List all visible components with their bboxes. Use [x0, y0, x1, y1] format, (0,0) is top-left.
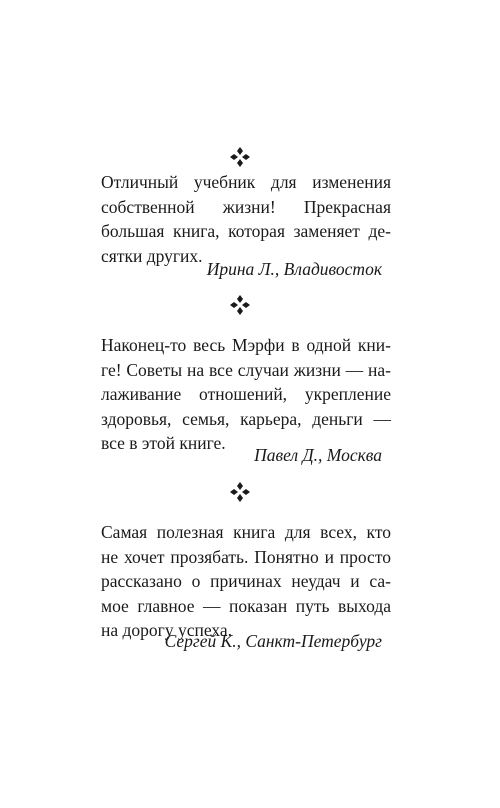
- review-line: рассказано о причинах неудач и са-: [101, 571, 391, 591]
- review-author: Ирина Л., Владивосток: [206, 259, 382, 279]
- review-text: [101, 333, 391, 456]
- review-author: Сергей К., Санкт-Петербург: [164, 631, 382, 651]
- review-text: [101, 520, 391, 643]
- review-line: лаживание отношений, укрепление: [101, 384, 391, 404]
- fleuron-ornament-icon: [229, 294, 251, 316]
- review-line: сятки других.: [101, 245, 203, 266]
- review-line: Наконец-то весь Мэрфи в одной кни-: [101, 335, 391, 355]
- review-line: ге! Советы на все случаи жизни — на-: [101, 359, 391, 380]
- review-line: большая книга, которая заменяет де-: [101, 221, 391, 241]
- review-line: Отличный учебник для изменения: [101, 172, 391, 192]
- review-line: Самая полезная книга для всех, кто: [101, 522, 391, 542]
- fleuron-ornament-icon: [229, 146, 251, 168]
- review-line: не хочет прозябать. Понятно и просто: [101, 546, 391, 567]
- review-line: все в этой книге.: [101, 433, 226, 453]
- fleuron-ornament-icon: [229, 481, 251, 503]
- review-line: собственной жизни! Прекрасная: [101, 196, 391, 217]
- review-line: мое главное — показан путь выхода: [101, 595, 391, 616]
- review-text: [101, 170, 391, 268]
- review-line: здоровья, семья, карьера, деньги —: [101, 408, 391, 429]
- review-author: Павел Д., Москва: [254, 445, 382, 465]
- review-line: на дорогу успеха.: [101, 620, 233, 640]
